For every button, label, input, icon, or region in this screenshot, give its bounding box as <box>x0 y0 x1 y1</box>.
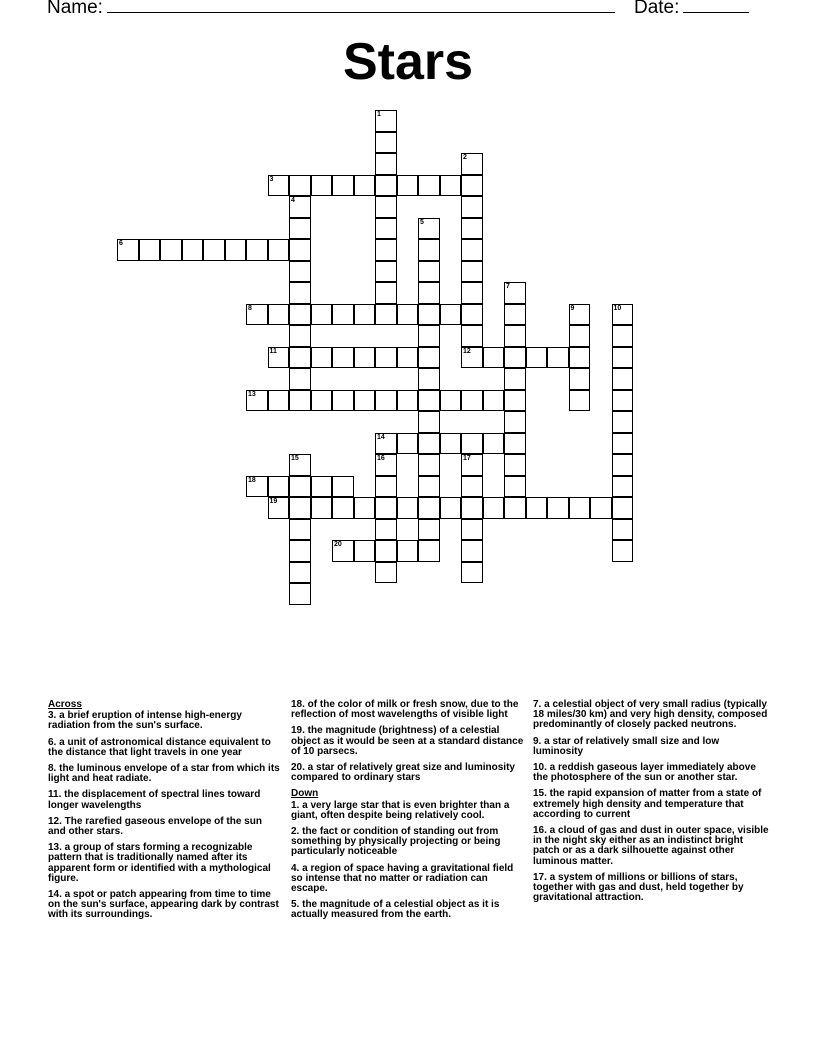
grid-cell[interactable] <box>569 325 591 347</box>
clue-number: 13. <box>48 842 62 854</box>
grid-cell[interactable] <box>375 282 397 304</box>
cell-number: 13 <box>248 390 256 398</box>
grid-cell[interactable] <box>354 540 376 562</box>
clue-number: 10. <box>533 762 547 774</box>
grid-cell[interactable] <box>440 390 462 412</box>
clue-text: a spot or patch appearing from time to time on the sun's surface, appearing dark by contrast with its surroundings. <box>48 889 279 921</box>
grid-cell[interactable] <box>139 239 161 261</box>
grid-cell[interactable] <box>289 519 311 541</box>
cell-number: 14 <box>377 433 385 441</box>
clue <box>533 700 769 731</box>
grid-cell[interactable] <box>418 218 440 240</box>
cell-number: 18 <box>248 476 256 484</box>
across-heading: Across <box>48 699 82 710</box>
grid-cell[interactable] <box>483 390 505 412</box>
grid-cell[interactable] <box>461 325 483 347</box>
cell-number: 2 <box>463 154 467 161</box>
clue-text: a group of stars forming a recognizable pattern that is traditionally named after its apparent form or identified with a mythological figure. <box>48 842 271 884</box>
clue-number: 11. <box>48 789 62 801</box>
clue-number: 20. <box>291 762 305 774</box>
clue-text: a very large star that is even brighter than a giant, often despite being relatively cool. <box>291 799 510 821</box>
grid-cell[interactable] <box>504 282 526 304</box>
grid-cell[interactable] <box>268 476 290 498</box>
grid-cell[interactable] <box>289 497 311 519</box>
grid-cell[interactable] <box>289 390 311 412</box>
grid-cell[interactable] <box>612 347 634 369</box>
grid-cell[interactable] <box>375 540 397 562</box>
clue-text: the fact or condition of standing out from something by physically projecting or being particularly noticeable <box>291 826 501 858</box>
grid-cell[interactable] <box>612 519 634 541</box>
grid-cell[interactable] <box>504 347 526 369</box>
grid-cell[interactable] <box>268 175 290 197</box>
grid-cell[interactable] <box>375 175 397 197</box>
grid-cell[interactable] <box>289 347 311 369</box>
grid-cell[interactable] <box>311 497 333 519</box>
grid-cell[interactable] <box>418 519 440 541</box>
clue-number: 9. <box>533 735 542 747</box>
grid-cell[interactable] <box>289 540 311 562</box>
grid-cell[interactable] <box>397 497 419 519</box>
grid-cell[interactable] <box>289 325 311 347</box>
grid-cell[interactable] <box>569 390 591 412</box>
clues-column-1 <box>48 700 280 927</box>
grid-cell[interactable] <box>289 583 311 605</box>
grid-cell[interactable] <box>332 476 354 498</box>
grid-cell[interactable] <box>504 390 526 412</box>
grid-cell[interactable] <box>246 476 268 498</box>
clues-column-3 <box>533 700 769 909</box>
grid-cell[interactable] <box>461 497 483 519</box>
grid-cell[interactable] <box>246 304 268 326</box>
grid-cell[interactable] <box>504 368 526 390</box>
date-label: Date: <box>633 0 680 18</box>
clue-number: 8. <box>48 763 57 775</box>
grid-cell[interactable] <box>397 540 419 562</box>
clue-text: the magnitude (brightness) of a celestial object as it would be seen at a standard distance of 10 parsecs. <box>291 725 524 757</box>
grid-cell[interactable] <box>354 390 376 412</box>
clue-text: a brief eruption of intense high-energy radiation from the sun's surface. <box>48 710 242 732</box>
grid-cell[interactable] <box>612 325 634 347</box>
grid-cell[interactable] <box>461 476 483 498</box>
grid-cell[interactable] <box>225 239 247 261</box>
grid-cell[interactable] <box>612 476 634 498</box>
grid-cell[interactable] <box>375 390 397 412</box>
grid-cell[interactable] <box>311 390 333 412</box>
grid-cell[interactable] <box>375 476 397 498</box>
grid-cell[interactable] <box>418 175 440 197</box>
grid-cell[interactable] <box>612 497 634 519</box>
grid-cell[interactable] <box>289 239 311 261</box>
grid-cell[interactable] <box>526 497 548 519</box>
clue-text: a region of space having a gravitational field so intense that no matter or radiation can escape. <box>291 862 514 895</box>
grid-cell[interactable] <box>418 390 440 412</box>
grid-cell[interactable] <box>418 239 440 261</box>
clue-text: a cloud of gas and dust in outer space, visible in the night sky either as an indistinct bright patch or as a dark silhouette against other luminous matter. <box>533 825 769 867</box>
grid-cell[interactable] <box>483 433 505 455</box>
grid-cell[interactable] <box>461 196 483 218</box>
grid-cell[interactable] <box>569 304 591 326</box>
cell-number: 12 <box>463 347 471 355</box>
cell-number: 19 <box>269 498 278 505</box>
grid-cell[interactable] <box>268 347 290 369</box>
grid-cell[interactable] <box>569 368 591 390</box>
grid-cell[interactable] <box>375 239 397 261</box>
grid-cell[interactable] <box>440 304 462 326</box>
clue <box>48 711 280 731</box>
grid-cell[interactable] <box>375 132 397 154</box>
grid-cell[interactable] <box>612 411 634 433</box>
grid-cell[interactable] <box>461 540 483 562</box>
clue-number: 17. <box>533 871 547 883</box>
grid-cell[interactable] <box>375 196 397 218</box>
grid-cell[interactable] <box>461 218 483 240</box>
clues-column-2 <box>291 700 527 927</box>
grid-cell[interactable] <box>289 175 311 197</box>
clue-text: the luminous envelope of a star from which its light and heat radiate. <box>48 763 280 785</box>
grid-cell[interactable] <box>547 497 569 519</box>
grid-cell[interactable] <box>612 433 634 455</box>
grid-cell[interactable] <box>160 239 182 261</box>
grid-cell[interactable] <box>268 239 290 261</box>
grid-cell[interactable] <box>289 282 311 304</box>
grid-cell[interactable] <box>461 282 483 304</box>
grid-cell[interactable] <box>332 390 354 412</box>
clue <box>533 873 769 904</box>
grid-cell[interactable] <box>375 497 397 519</box>
cell-number: 9 <box>570 304 575 312</box>
clue-number: 14. <box>48 889 62 901</box>
grid-cell[interactable] <box>289 218 311 240</box>
grid-cell[interactable] <box>440 433 462 455</box>
grid-cell[interactable] <box>418 433 440 455</box>
clue-number: 16. <box>533 825 547 837</box>
grid-cell[interactable] <box>332 175 354 197</box>
grid-cell[interactable] <box>332 540 354 562</box>
clue-text: a reddish gaseous layer immediately above the photosphere of the sun or another star. <box>533 762 756 784</box>
cell-number: 4 <box>291 197 295 204</box>
grid-cell[interactable] <box>504 497 526 519</box>
grid-cell[interactable] <box>397 304 419 326</box>
clue-text: a system of millions or billions of stars, together with gas and dust, held together by gravitational attraction. <box>533 871 744 904</box>
grid-cell[interactable] <box>375 519 397 541</box>
grid-cell[interactable] <box>117 239 139 261</box>
cell-number: 11 <box>269 347 277 355</box>
grid-cell[interactable] <box>289 196 311 218</box>
grid-cell[interactable] <box>483 497 505 519</box>
clue-text: a star of relatively great size and luminosity compared to ordinary stars <box>291 762 515 784</box>
grid-cell[interactable] <box>612 454 634 476</box>
clue <box>533 763 769 783</box>
clue <box>533 826 769 867</box>
grid-cell[interactable] <box>504 304 526 326</box>
cell-number: 20 <box>334 541 342 548</box>
grid-cell[interactable] <box>461 347 483 369</box>
grid-cell[interactable] <box>375 261 397 283</box>
grid-cell[interactable] <box>354 497 376 519</box>
cell-number: 10 <box>613 304 622 312</box>
clue-number: 5. <box>291 899 300 911</box>
clue-text: a star of relatively small size and low luminosity <box>533 735 720 757</box>
clue-number: 18. <box>291 699 305 710</box>
clue <box>48 843 280 884</box>
cell-number: 5 <box>420 218 424 226</box>
clue-number: 12. <box>48 815 62 827</box>
grid-cell[interactable] <box>289 368 311 390</box>
clue-text: The rarefied gaseous envelope of the sun and other stars. <box>48 815 262 838</box>
grid-cell[interactable] <box>418 454 440 476</box>
name-label: Name: <box>47 0 103 18</box>
grid-cell[interactable] <box>440 497 462 519</box>
grid-cell[interactable] <box>203 239 225 261</box>
grid-cell[interactable] <box>526 347 548 369</box>
cell-number: 8 <box>248 304 252 312</box>
grid-cell[interactable] <box>612 540 634 562</box>
grid-cell[interactable] <box>612 390 634 412</box>
cell-number: 1 <box>377 111 381 118</box>
grid-cell[interactable] <box>461 175 483 197</box>
grid-cell[interactable] <box>547 347 569 369</box>
grid-cell[interactable] <box>418 304 440 326</box>
clue <box>291 900 527 920</box>
grid-cell[interactable] <box>504 411 526 433</box>
grid-cell[interactable] <box>311 175 333 197</box>
clue <box>533 789 769 820</box>
grid-cell[interactable] <box>612 368 634 390</box>
grid-cell[interactable] <box>569 497 591 519</box>
grid-cell[interactable] <box>504 325 526 347</box>
grid-cell[interactable] <box>354 304 376 326</box>
grid-cell[interactable] <box>418 497 440 519</box>
grid-cell[interactable] <box>418 368 440 390</box>
clue <box>48 790 280 810</box>
grid-cell[interactable] <box>461 239 483 261</box>
cell-number: 15 <box>291 455 299 462</box>
cell-number: 7 <box>506 283 510 290</box>
grid-cell[interactable] <box>289 261 311 283</box>
grid-cell[interactable] <box>461 261 483 283</box>
clue-number: 4. <box>291 862 300 874</box>
grid-cell[interactable] <box>461 304 483 326</box>
grid-cell[interactable] <box>418 540 440 562</box>
grid-cell[interactable] <box>375 110 397 132</box>
grid-cell[interactable] <box>289 562 311 584</box>
clue <box>48 738 280 758</box>
grid-cell[interactable] <box>504 433 526 455</box>
grid-cell[interactable] <box>590 497 612 519</box>
down-heading: Down <box>291 788 319 800</box>
grid-cell[interactable] <box>182 239 204 261</box>
grid-cell[interactable] <box>289 304 311 326</box>
clue-text: the rapid expansion of matter from a state of extremely high density and temperature that according to current <box>533 788 762 820</box>
grid-cell[interactable] <box>483 347 505 369</box>
grid-cell[interactable] <box>461 390 483 412</box>
grid-cell[interactable] <box>612 304 634 326</box>
clue-number: 6. <box>48 736 57 748</box>
grid-cell[interactable] <box>418 261 440 283</box>
grid-cell[interactable] <box>289 476 311 498</box>
clue-text: the magnitude of a celestial object as it is actually measured from the earth. <box>291 899 500 921</box>
grid-cell[interactable] <box>375 304 397 326</box>
grid-cell[interactable] <box>354 175 376 197</box>
clue <box>48 817 280 837</box>
clue-number: 2. <box>291 826 300 838</box>
grid-cell[interactable] <box>461 519 483 541</box>
grid-cell[interactable] <box>504 476 526 498</box>
clue <box>291 801 527 821</box>
grid-cell[interactable] <box>461 433 483 455</box>
cell-number: 17 <box>463 455 471 462</box>
grid-cell[interactable] <box>397 347 419 369</box>
clue-number: 3. <box>48 710 57 722</box>
clue <box>48 890 280 921</box>
cell-number: 6 <box>119 240 123 247</box>
grid-cell[interactable] <box>332 347 354 369</box>
grid-cell[interactable] <box>461 454 483 476</box>
clue <box>533 737 769 757</box>
grid-cell[interactable] <box>332 304 354 326</box>
grid-cell[interactable] <box>268 497 290 519</box>
page-title: Stars <box>342 33 474 91</box>
grid-cell[interactable] <box>246 239 268 261</box>
grid-cell[interactable] <box>375 454 397 476</box>
clue <box>291 763 527 783</box>
grid-cell[interactable] <box>418 347 440 369</box>
clue <box>291 726 527 757</box>
clue <box>291 700 527 720</box>
grid-cell[interactable] <box>332 497 354 519</box>
grid-cell[interactable] <box>268 390 290 412</box>
grid-cell[interactable] <box>397 390 419 412</box>
grid-cell[interactable] <box>461 153 483 175</box>
clue-text: a unit of astronomical distance equivalent to the distance that light travels in one year <box>48 736 271 758</box>
grid-cell[interactable] <box>418 476 440 498</box>
clue <box>48 764 280 784</box>
grid-cell[interactable] <box>418 411 440 433</box>
grid-cell[interactable] <box>354 347 376 369</box>
grid-cell[interactable] <box>569 347 591 369</box>
clue-number: 19. <box>291 725 305 737</box>
grid-cell[interactable] <box>504 454 526 476</box>
clue-text: the displacement of spectral lines toward longer wavelengths <box>48 789 261 811</box>
grid-cell[interactable] <box>375 153 397 175</box>
grid-cell[interactable] <box>311 304 333 326</box>
clue-number: 7. <box>533 699 542 710</box>
grid-cell[interactable] <box>375 433 397 455</box>
grid-cell[interactable] <box>246 390 268 412</box>
grid-cell[interactable] <box>311 347 333 369</box>
clue-text: a celestial object of very small radius (typically 18 miles/30 km) and very high density, composed predominantly of closely packed neutrons. <box>533 699 768 731</box>
grid-cell[interactable] <box>397 175 419 197</box>
grid-cell[interactable] <box>397 433 419 455</box>
grid-cell[interactable] <box>461 562 483 584</box>
cell-number: 3 <box>269 175 274 183</box>
grid-cell[interactable] <box>268 304 290 326</box>
clue-number: 15. <box>533 788 547 800</box>
grid-cell[interactable] <box>375 218 397 240</box>
grid-cell[interactable] <box>375 562 397 584</box>
grid-cell[interactable] <box>418 282 440 304</box>
grid-cell[interactable] <box>418 325 440 347</box>
clue-text: of the color of milk or fresh snow, due to the reflection of most wavelengths of visible light <box>291 699 519 721</box>
clue <box>291 827 527 858</box>
grid-cell[interactable] <box>440 175 462 197</box>
clue-number: 1. <box>291 799 300 811</box>
clue <box>291 864 527 895</box>
grid-cell[interactable] <box>289 454 311 476</box>
cell-number: 16 <box>377 455 385 462</box>
grid-cell[interactable] <box>311 476 333 498</box>
grid-cell[interactable] <box>375 347 397 369</box>
